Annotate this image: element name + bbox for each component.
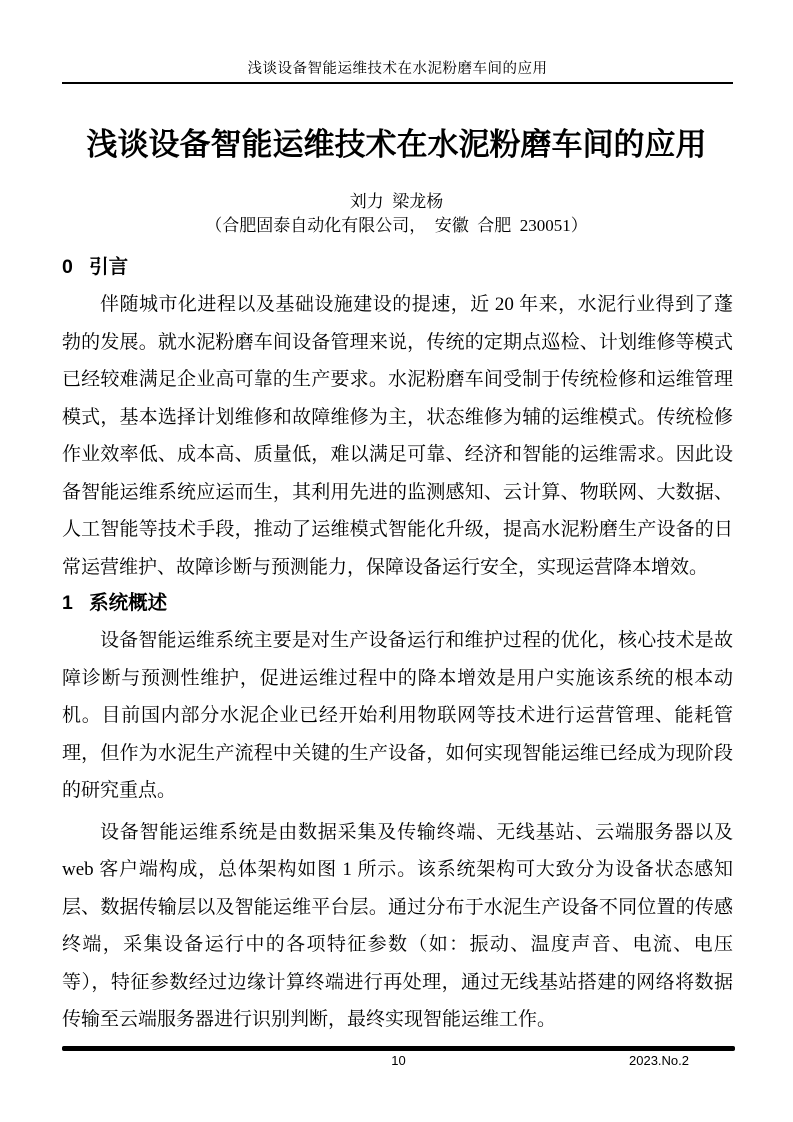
footer-row (62, 1053, 735, 1073)
footer-rule (62, 1046, 735, 1051)
section-heading-system-overview: 1 系统概述 (62, 592, 168, 614)
paragraph-system-overview-1: 设备智能运维系统主要是对生产设备运行和维护过程的优化，核心技术是故障诊断与预测性维护，促进运维过程中的降本增效是用户实施该系统的根本动机。目前国内部分水泥企业已经开始利用物联网等技术进行运营管理、能耗管理，但作为水泥生产流程中关键的生产设备，如何实现智能运维已经成为现阶段的研究重点。 (62, 630, 733, 801)
running-title: 浅谈设备智能运维技术在水泥粉磨车间的应用 (247, 61, 548, 77)
issue-label: 2023.No.2 (629, 1053, 689, 1068)
page-number: 10 (391, 1053, 406, 1068)
authors-line: 刘力 梁龙杨 (349, 192, 444, 211)
paragraph-introduction: 伴随城市化进程以及基础设施建设的提速，近 20 年来，水泥行业得到了蓬勃的发展。就水泥粉磨车间设备管理来说，传统的定期点巡检、计划维修等模式已经较难满足企业高可靠的生产要求。水泥粉磨车间受制于传统检修和运维管理模式，基本选择计划维修和故障维修为主，状态维修为辅的运维模式。传统检修作业效率低、成本高、质量低，难以满足可靠、经济和智能的运维需求。因此设备智能运维系统应运而生，其利用先进的监测感知、云计算、物联网、大数据、人工智能等技术手段，推动了运维模式智能化升级，提高水泥粉磨生产设备的日常运营维护、故障诊断与预测能力，保障设备运行安全，实现运营降本增效。 (62, 294, 733, 578)
article-body (62, 254, 733, 1039)
paper-title: 浅谈设备智能运维技术在水泥粉磨车间的应用 (86, 127, 707, 162)
page-footer (62, 1046, 735, 1073)
affiliation-line: （合肥固泰自动化有限公司， 安徽 合肥 230051） (205, 216, 588, 235)
section-heading-introduction: 0 引言 (62, 256, 129, 278)
running-header (62, 0, 733, 84)
paragraph-system-overview-2: 设备智能运维系统是由数据采集及传输终端、无线基站、云端服务器以及 web 客户端构成，总体架构如图 1 所示。该系统架构可大致分为设备状态感知层、数据传输层以及智能运维平台层。通过分布于水泥生产设备不同位置的传感终端，采集设备运行中的各项特征参数（如：振动、温度声音、电流、电压等），特征参数经过边缘计算终端进行再处理，通过无线基站搭建的网络将数据传输至云端服务器进行识别判断，最终实现智能运维工作。 (62, 821, 733, 1030)
